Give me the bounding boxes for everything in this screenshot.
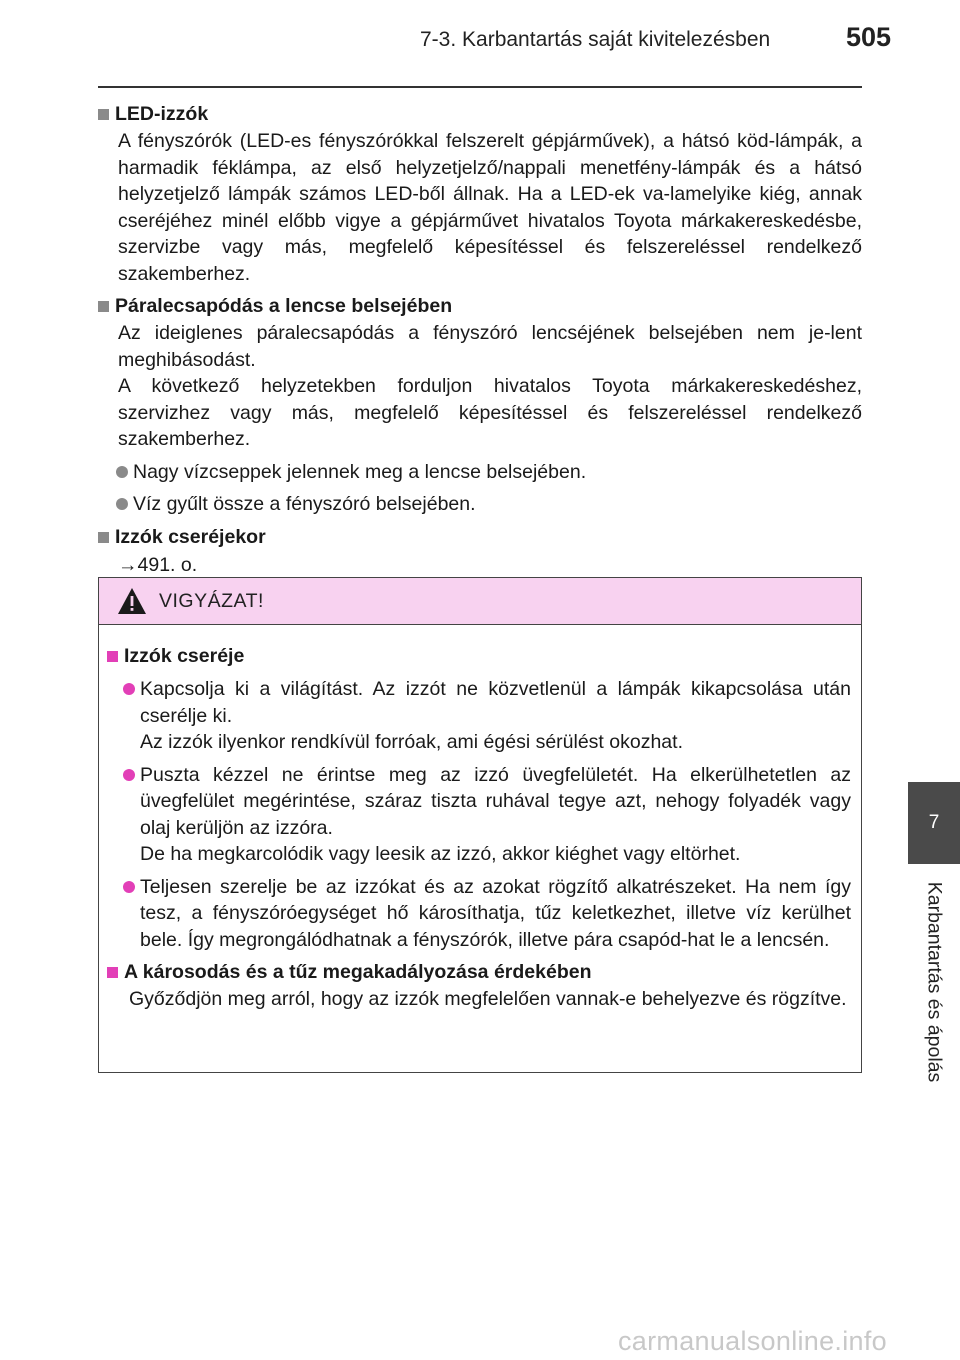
caution-paragraph: Győződjön meg arról, hogy az izzók megfelelően vannak-e behelyezve és rögzítve.	[129, 988, 847, 1010]
round-bullet-icon	[123, 769, 135, 781]
caution-body	[99, 625, 861, 1013]
square-bullet-icon	[98, 109, 109, 120]
heading-text: Izzók cseréjekor	[115, 525, 266, 548]
section-heading-led	[98, 101, 862, 128]
running-header: 7-3. Karbantartás saját kivitelezésben	[420, 28, 771, 51]
square-bullet-icon	[107, 967, 118, 978]
header-divider	[98, 86, 862, 88]
heading-text: LED-izzók	[115, 103, 209, 125]
condensation-paragraph-1: Az ideiglenes páralecsapódás a fényszóró lencséjének belsejében nem je-lent meghibásodást.	[118, 322, 862, 371]
condensation-paragraph-2: A következő helyzetekben forduljon hivatalos Toyota márkakereskedéshez, szervizhez vagy más, megfelelő képesítéssel és felszereléssel rendelkező szakemberhez.	[118, 375, 862, 450]
caution-title: VIGYÁZAT!	[159, 589, 264, 612]
caution-heading-bulb-replacement: Izzók cseréje	[107, 643, 851, 670]
warning-triangle-icon	[117, 587, 147, 615]
square-bullet-icon	[98, 532, 109, 543]
led-paragraph: A fényszórók (LED-es fényszórókkal felszerelt gépjárművek), a hátsó köd-lámpák, a harmadik féklámpa, az első helyzetjelző/nappali menetfény-lámpák és a hátsó helyzetjelző lámpák számos LED-ből állnak. Ha a LED-ek va-lamelyike kiég, annak cseréjéhez minél előbb vigye a gépjárművet hivatalos Toyota márkakereskedésbe, szervizbe vagy más, megfelelő képesítéssel és felszereléssel rendelkező szakemberhez.	[118, 130, 862, 285]
heading-text: Páralecsapódás a lencse belsejében	[115, 295, 453, 317]
caution-list-item: Kapcsolja ki a világítást. Az izzót ne közvetlenül a lámpák kikapcsolása után cserélje ki. Az izzók ilyenkor rendkívül forróak, ami égési sérülést okozhat.	[107, 676, 851, 756]
round-bullet-icon	[123, 683, 135, 695]
list-item: Nagy vízcseppek jelennek meg a lencse belsejében.	[98, 459, 862, 486]
round-bullet-icon	[116, 466, 128, 478]
chapter-tab[interactable]: 7	[908, 782, 960, 864]
watermark: carmanualsonline.info	[618, 1326, 887, 1356]
list-item: Víz gyűlt össze a fényszóró belsejében.	[98, 491, 862, 518]
page-reference-link[interactable]: →491. o.	[118, 553, 198, 576]
caution-heading-fire-prevention: A károsodás és a tűz megakadályozása érdekében	[107, 959, 851, 986]
round-bullet-icon	[123, 881, 135, 893]
chapter-label: Karbantartás és ápolás	[923, 881, 946, 1083]
caution-list-item: Teljesen szerelje be az izzókat és az azokat rögzítő alkatrészeket. Ha nem így tesz, a fényszóróegységet hő károsíthatja, tűz keletkezhet, illetve víz kerülhet bele. Így megrongálódhatnak a fényszórók, illetve pára csapód-hat le a lencsén.	[107, 874, 851, 954]
section-heading-bulb-replacement	[98, 524, 862, 551]
main-content	[98, 96, 862, 579]
caution-box	[98, 577, 862, 1073]
square-bullet-icon	[107, 651, 118, 662]
page-number: 505	[846, 22, 892, 52]
section-heading-condensation	[98, 293, 862, 320]
square-bullet-icon	[98, 301, 109, 312]
caution-header	[99, 578, 861, 625]
caution-list-item: Puszta kézzel ne érintse meg az izzó üvegfelületét. Ha elkerülhetetlen az üvegfelület megérintése, száraz tiszta ruhával tegye azt, nehogy folyadék vagy olaj kerüljön az izzóra. De ha megkarcolódik vagy leesik az izzó, akkor kiéghet vagy eltörhet.	[107, 762, 851, 868]
round-bullet-icon	[116, 498, 128, 510]
